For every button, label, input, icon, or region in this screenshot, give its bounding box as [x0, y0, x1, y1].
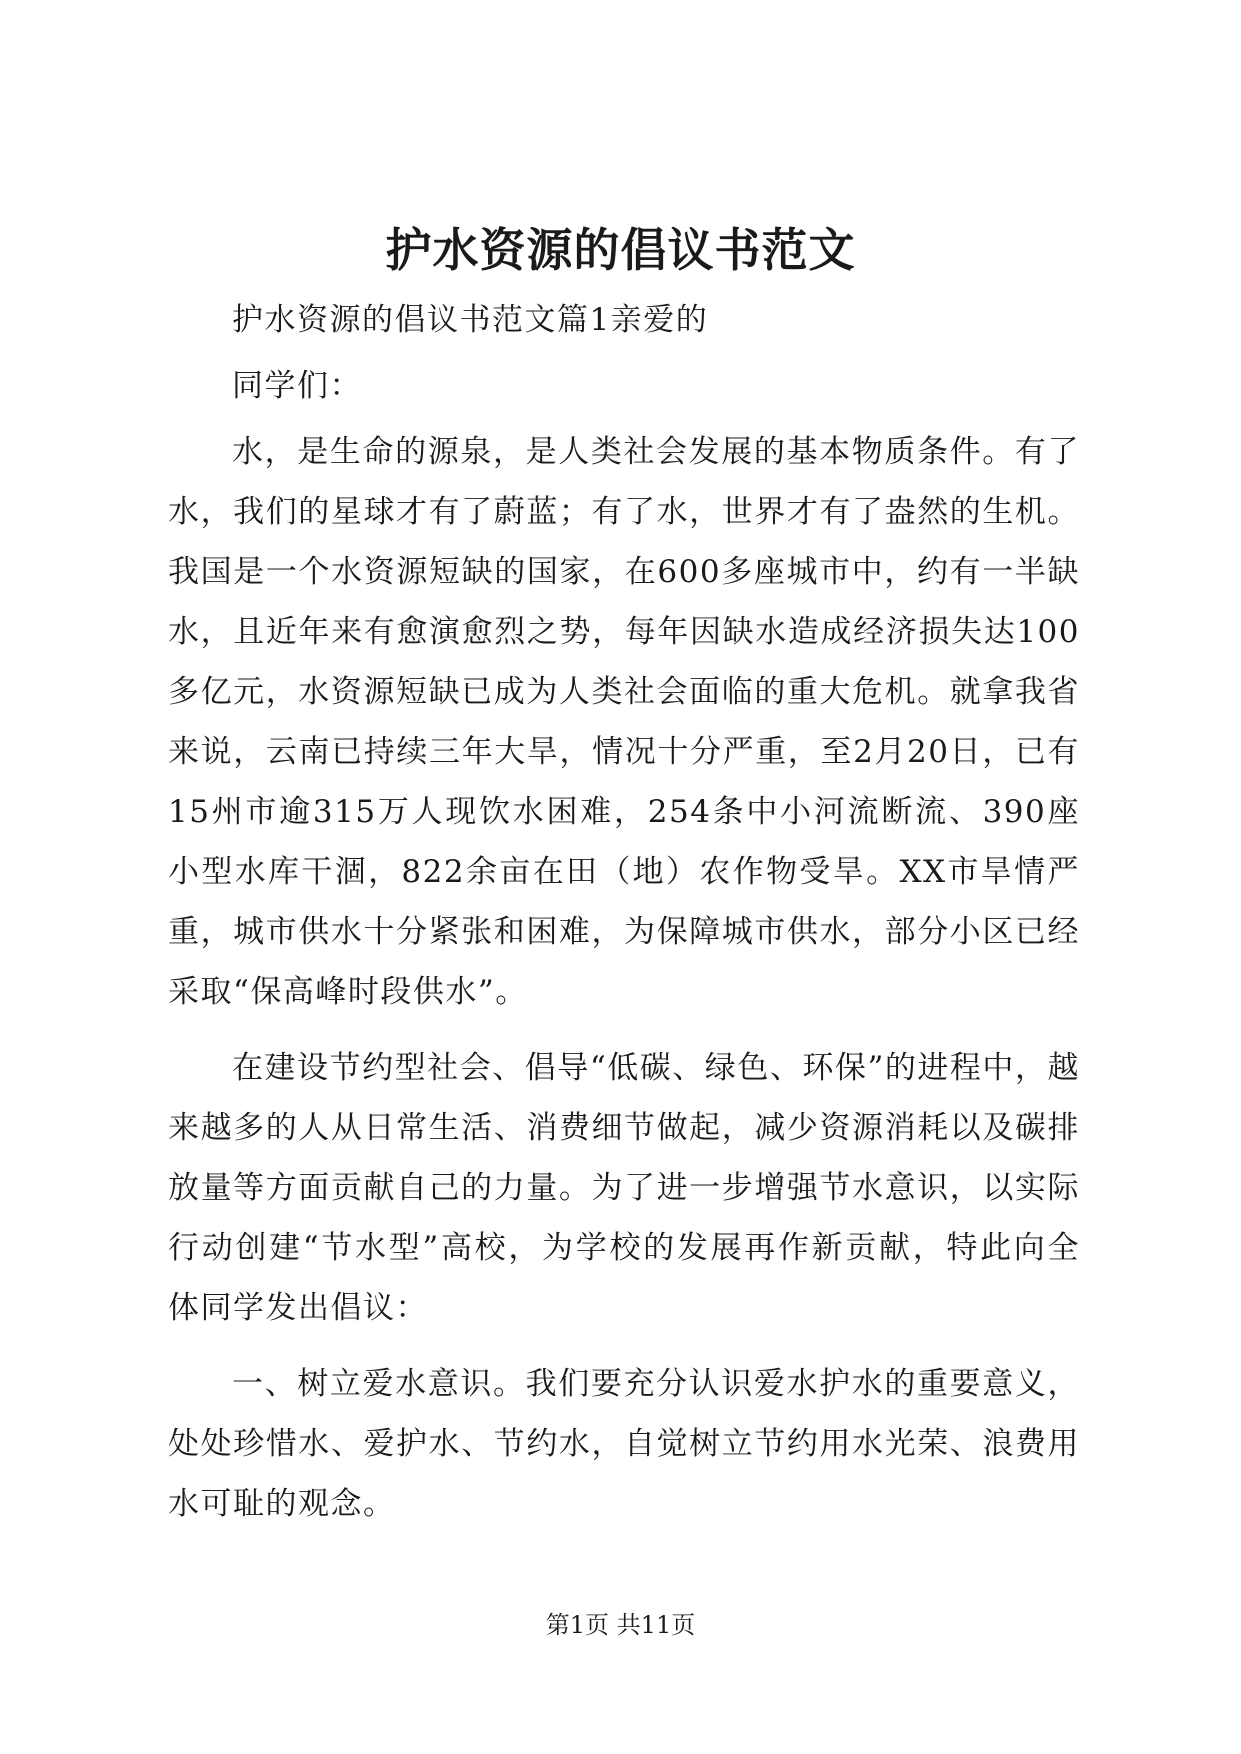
page-number: 第1页 共11页: [545, 1611, 696, 1639]
paragraph-point-one: 一、树立爱水意识。我们要充分认识爱水护水的重要意义，处处珍惜水、爱护水、节约水，自觉树立节约用水光荣、浪费用水可耻的观念。: [168, 1366, 1080, 1522]
paragraph-water-shortage: 水，是生命的源泉，是人类社会发展的基本物质条件。有了水，我们的星球才有了蔚蓝；有了水，世界才有了盎然的生机。我国是一个水资源短缺的国家，在600多座城市中，约有一半缺水，且近年来有愈演愈烈之势，每年因缺水造成经济损失达100多亿元，水资源短缺已成为人类社会面临的重大危机。就拿我省来说，云南已持续三年大旱，情况十分严重，至2月20日，已有15州市逾315万人现饮水困难，254条中小河流断流、390座小型水库干涸，822余亩在田（地）农作物受旱。XX市旱情严重，城市供水十分紧张和困难，为保障城市供水，部分小区已经采取“保高峰时段供水”。: [168, 434, 1080, 1010]
document-title: 护水资源的倡议书范文: [385, 223, 856, 277]
document-body: [168, 290, 1080, 1534]
paragraph-initiative: 在建设节约型社会、倡导“低碳、绿色、环保”的进程中，越来越多的人从日常生活、消费细节做起，减少资源消耗以及碳排放量等方面贡献自己的力量。为了进一步增强节水意识，以实际行动创建“节水型”高校，为学校的发展再作新贡献，特此向全体同学发出倡议：: [168, 1050, 1080, 1326]
paragraph-opening: 护水资源的倡议书范文篇1亲爱的: [232, 302, 709, 338]
paragraph-salutation: 同学们：: [232, 368, 362, 404]
